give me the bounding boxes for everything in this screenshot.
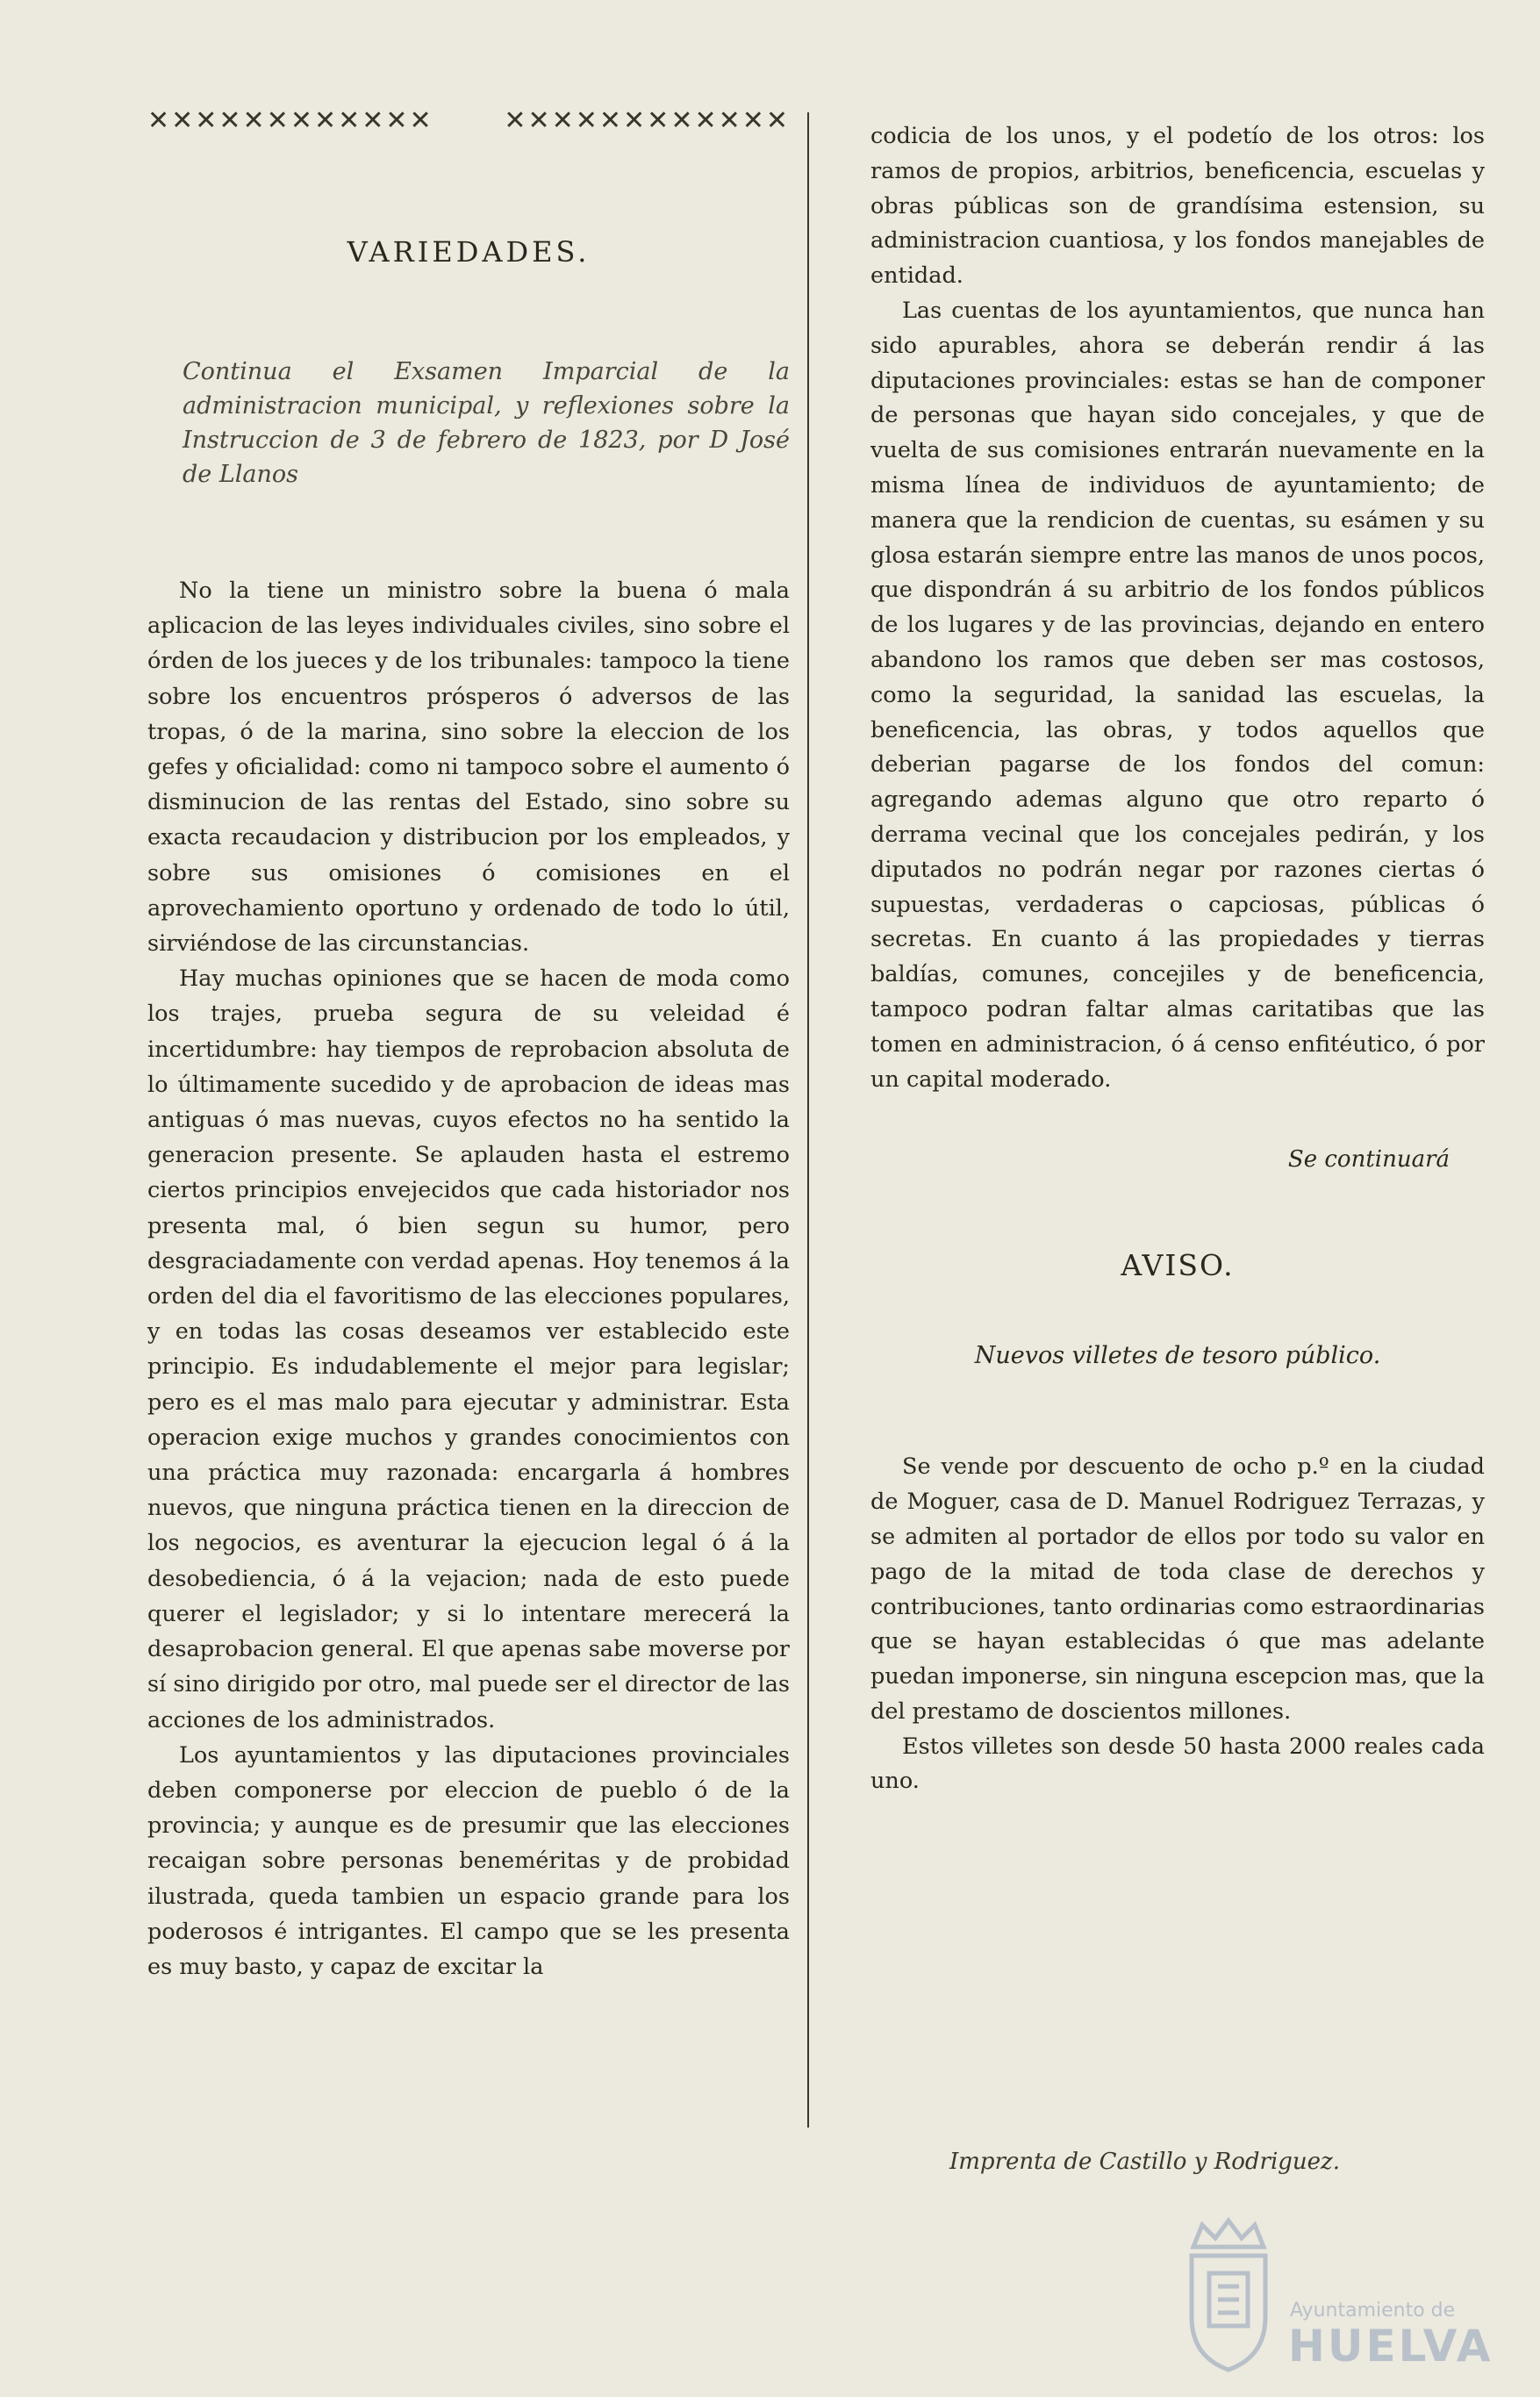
continued-note: Se continuará [1287, 1146, 1450, 1173]
ornament-border-right: ✕✕✕✕✕✕✕✕✕✕✕✕ [504, 105, 790, 136]
section-title: VARIEDADES. [347, 235, 591, 269]
watermark-line-2: HUELVA [1288, 2321, 1493, 2372]
huelva-crest-icon [1176, 2212, 1281, 2374]
header-ornament [147, 104, 790, 139]
notice-paragraph: Se vende por descuento de ocho p.º en la ciudad de Moguer, casa de D. Manuel Rodriguez Terrazas, y se admiten al portador de ellos por todo su valor en pago de la mitad de toda clase de derechos y contribuciones, tanto ordinarias como estraordinarias que se hayan establecidas ó que mas adelante puedan imponerse, sin ninguna escepcion mas, que la del prestamo de doscientos millones. [870, 1453, 1485, 1725]
article-intro: Continua el Exsamen Imparcial de la administracion municipal, y reflexiones sobre la Instruccion de 3 de febrero de 1823, por D José de Llanos [183, 358, 790, 488]
notice-body [870, 1450, 1485, 1799]
notice-paragraph: Estos villetes son desde 50 hasta 2000 reales cada uno. [870, 1733, 1485, 1795]
left-column [147, 104, 790, 1984]
printer-imprint: Imprenta de Castillo y Rodriguez. [949, 2149, 1340, 2175]
column-divider [807, 112, 809, 2128]
ornament-border: ✕✕✕✕✕✕✕✕✕✕✕✕ [147, 105, 433, 136]
notice-title: AVISO. [1121, 1248, 1235, 1283]
left-article-body [147, 573, 790, 1984]
watermark-line-1: Ayuntamiento de [1290, 2300, 1456, 2322]
article-paragraph: codicia de los unos, y el podetío de los otros: los ramos de propios, arbitrios, beneficencia, escuelas y obras públicas son de grandísima estension, su administracion cuantiosa, y los fondos manejables de entidad. [870, 123, 1485, 290]
article-paragraph: Las cuentas de los ayuntamientos, que nunca han sido apurables, ahora se deberán rendir á las diputaciones provinciales: estas se han de componer de personas que hayan sido concejales, y que de vuelta de sus comisiones entrarán nuevamente en la misma línea de individuos de ayuntamiento; de manera que la rendicion de cuentas, su esámen y su glosa estarán siempre entre las manos de unos pocos, que dispondrán á su arbitrio de los fondos públicos de los lugares y de las provincias, dejando en entero abandono los ramos que deben ser mas costosos, como la seguridad, la sanidad las escuelas, la beneficencia, las obras, y todos aquellos que deberian pagarse de los fondos del comun: agregando ademas alguno que otro reparto ó derrama vecinal que los concejales pedirán, y los diputados no podrán negar por razones ciertas ó supuestas, verdaderas o capciosas, públicas ó secretas. En cuanto á las propiedades y tierras baldías, comunes, concejiles y de beneficencia, tampoco podran faltar almas caritatibas que las tomen en administracion, ó á censo enfitéutico, ó por un capital moderado. [870, 297, 1485, 1093]
article-paragraph: Los ayuntamientos y las diputaciones provinciales deben componerse por eleccion de pueblo ó de la provincia; y aunque es de presumir que las elecciones recaigan sobre personas beneméritas y de probidad ilustrada, queda tambien un espacio grande para los poderosos é intrigantes. El campo que se les presenta es muy basto, y capaz de excitar la [147, 1741, 790, 1980]
article-paragraph: Hay muchas opiniones que se hacen de moda como los trajes, prueba segura de su veleidad é incertidumbre: hay tiempos de reprobacion absoluta de lo últimamente sucedido y de aprobacion de ideas mas antiguas ó mas nuevas, cuyos efectos no ha sentido la generacion presente. Se aplauden hasta el estremo ciertos principios envejecidos que cada historiador nos presenta mal, ó bien segun su humor, pero desgraciadamente con verdad apenas. Hoy tenemos á la orden del dia el favoritismo de las elecciones populares, y en todas las cosas deseamos ver establecido este principio. Es indudablemente el mejor para legislar; pero es el mas malo para ejecutar y administrar. Esta operacion exige muchos y grandes conocimientos con una práctica muy razonada: encargarla á hombres nuevos, que ninguna práctica tienen en la direccion de los negocios, es aventurar la ejecucion legal ó á la desobediencia, ó á la vejacion; nada de esto puede querer el legislador; y si lo intentare merecerá la desaprobacion general. El que apenas sabe moverse por sí sino dirigido por otro, mal puede ser el director de las acciones de los administrados. [147, 965, 790, 1733]
article-paragraph: No la tiene un ministro sobre la buena ó mala aplicacion de las leyes individuales civiles, sino sobre el órden de los jueces y de los tribunales: tampoco la tiene sobre los encuentros prósperos ó adversos de las tropas, ó de la marina, sino sobre la eleccion de los gefes y oficialidad: como ni tampoco sobre el aumento ó disminucion de las rentas del Estado, sino sobre su exacta recaudacion y distribucion por los empleados, y sobre sus omisiones ó comisiones en el aprovechamiento oportuno y ordenado de todo lo útil, sirviéndose de las circunstancias. [147, 578, 790, 958]
notice-subtitle: Nuevos villetes de tesoro público. [974, 1342, 1381, 1370]
archive-watermark [1176, 2212, 1527, 2387]
right-column [870, 119, 1485, 1799]
